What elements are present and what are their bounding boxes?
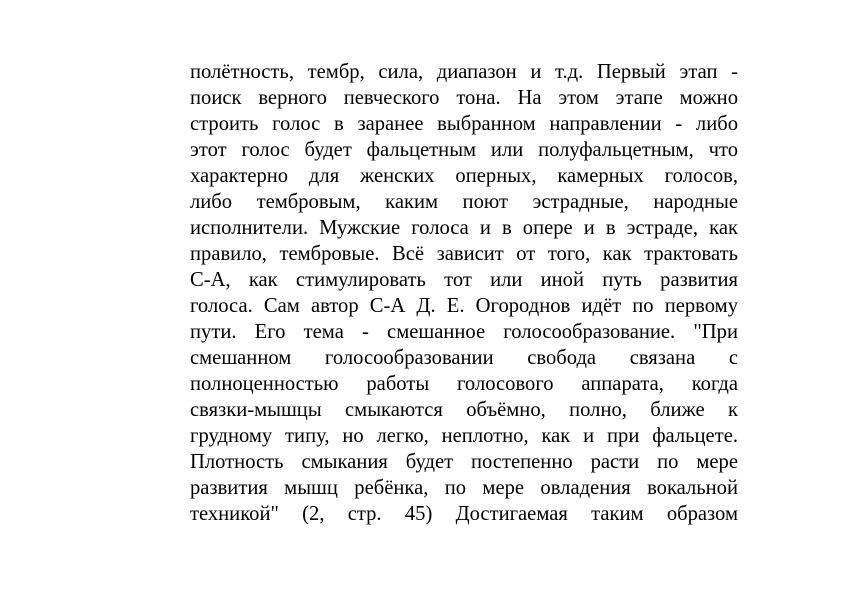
text-line: пути. Его тема - смешанное голосообразование. "При: [190, 321, 738, 343]
text-line: исполнители. Мужские голоса и в опере и в эстраде, как: [190, 217, 738, 239]
text-line: Плотность смыкания будет постепенно расти по мере: [190, 451, 738, 473]
text-line: правило, тембровые. Всё зависит от того, как трактовать: [190, 243, 738, 265]
text-line: голоса. Сам автор С-А Д. Е. Огороднов идёт по первому: [190, 295, 738, 317]
text-line: поиск верного певческого тона. На этом этапе можно: [190, 87, 738, 109]
text-line: грудному типу, но легко, неплотно, как и при фальцете.: [190, 425, 738, 447]
text-line: смешанном голосообразовании свобода связана с: [190, 347, 738, 369]
text-line: развития мышц ребёнка, по мере овладения вокальной: [190, 477, 738, 499]
text-line: С-А, как стимулировать тот или иной путь развития: [190, 269, 738, 291]
text-line: полноценностью работы голосового аппарата, когда: [190, 373, 738, 395]
text-line: техникой" (2, стр. 45) Достигаемая таким образом: [190, 503, 738, 525]
text-line: характерно для женских оперных, камерных голосов,: [190, 165, 738, 187]
text-line: либо тембровым, каким поют эстрадные, народные: [190, 191, 738, 213]
body-text: [190, 59, 738, 527]
text-line: строить голос в заранее выбранном направлении - либо: [190, 113, 738, 135]
text-line: этот голос будет фальцетным или полуфальцетным, что: [190, 139, 738, 161]
text-line: полётность, тембр, сила, диапазон и т.д. Первый этап -: [190, 61, 738, 83]
text-line: связки-мышцы смыкаются объёмно, полно, ближе к: [190, 399, 738, 421]
